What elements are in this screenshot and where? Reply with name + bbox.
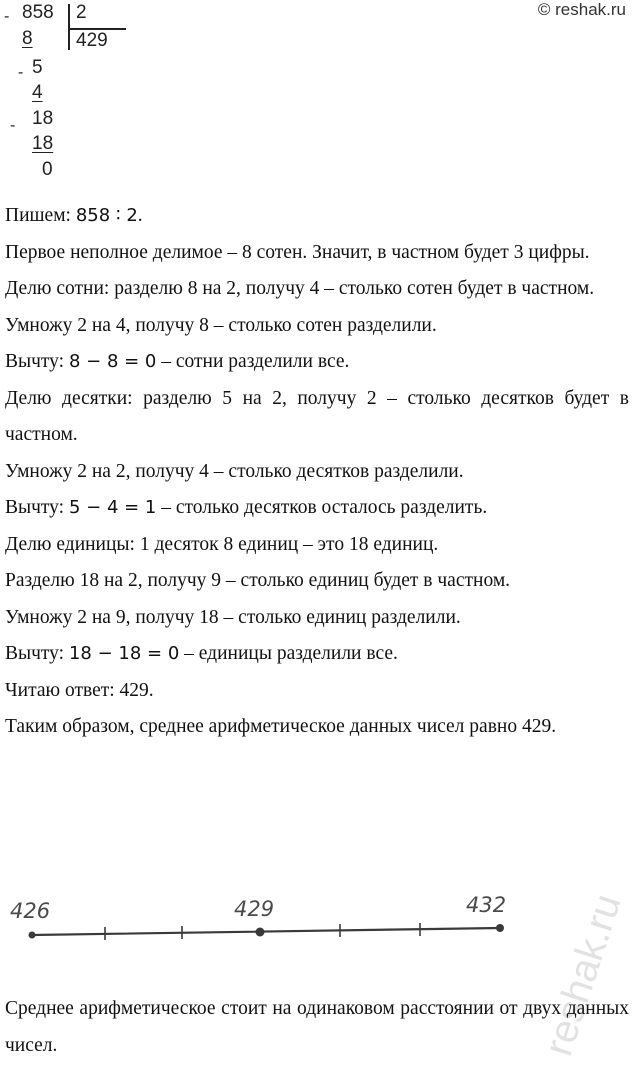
remainder-1: 5 (32, 57, 43, 78)
paragraph (5, 636, 629, 673)
math-expression: 5 − 4 = 1 (68, 497, 157, 518)
paragraph: Делю единицы: 1 десяток 8 единиц – это 18 единиц. (5, 533, 439, 555)
text: – сотни разделили все. (161, 351, 350, 372)
subtrahend-1: 8 (22, 28, 33, 49)
paragraph (5, 490, 629, 527)
watermark-stamp: reshak.ru (535, 888, 630, 1061)
quotient: 429 (76, 30, 108, 51)
paragraph: Таким образом, среднее арифметическое данных чисел равно 429. (5, 716, 557, 737)
paragraph: Делю сотни: разделю 8 на 2, получу 4 – столько сотен будет в частном. (5, 278, 595, 299)
watermark: © reshak.ru (537, 0, 626, 19)
math-expression: 18 − 18 = 0 (68, 643, 180, 664)
minus-sign: - (10, 117, 16, 134)
number-line-axis (32, 928, 500, 935)
paragraph: Умножу 2 на 9, получу 18 – столько единиц разделили. (5, 606, 461, 628)
text: – столько десятков осталось разделить. (161, 497, 488, 518)
subtrahend-2: 4 (32, 82, 43, 103)
math-expression: 8 − 8 = 0 (68, 351, 157, 372)
text: Вычту: (5, 497, 65, 518)
text: Вычту: (5, 351, 65, 372)
point-426 (29, 932, 36, 939)
math-expression: 858 ∶ 2 (75, 205, 138, 226)
paragraph (5, 344, 629, 381)
paragraph: Первое неполное делимое – 8 сотен. Значит, в частном будет 3 цифры. (5, 241, 590, 263)
paragraph: Разделю 18 на 2, получу 9 – столько единиц будет в частном. (5, 570, 511, 591)
remainder-3: 0 (42, 159, 53, 180)
paragraph: Умножу 2 на 2, получу 4 – столько десятков разделили. (5, 460, 464, 482)
division-vertical-line (68, 4, 70, 50)
label-426: 426 (10, 899, 51, 923)
remainder-2: 18 (32, 108, 54, 129)
number-line (0, 880, 634, 970)
subtrahend-3: 18 (32, 133, 54, 154)
label-429: 429 (234, 897, 275, 921)
text: Вычту: (5, 643, 65, 664)
text: . (137, 205, 143, 226)
text: Пишем: (5, 205, 71, 226)
minus-sign: - (18, 64, 24, 81)
paragraph: Читаю ответ: 429. (5, 679, 154, 701)
label-432: 432 (466, 893, 507, 917)
paragraph: Умножу 2 на 4, получу 8 – столько сотен разделили. (5, 314, 437, 336)
text: – единицы разделили все. (184, 643, 398, 664)
paragraph (5, 198, 629, 235)
dividend: 858 (22, 2, 54, 23)
conclusion: Среднее арифметическое стоит на одинаковом расстоянии от двух данных чисел. (5, 998, 629, 1056)
minus-sign: - (4, 8, 10, 25)
paragraph: Делю десятки: разделю 5 на 2, получу 2 – столько десятков будет в частном. (5, 387, 629, 445)
divisor: 2 (76, 2, 87, 23)
point-432 (496, 924, 504, 932)
point-429 (256, 928, 265, 937)
explanation (5, 198, 629, 746)
